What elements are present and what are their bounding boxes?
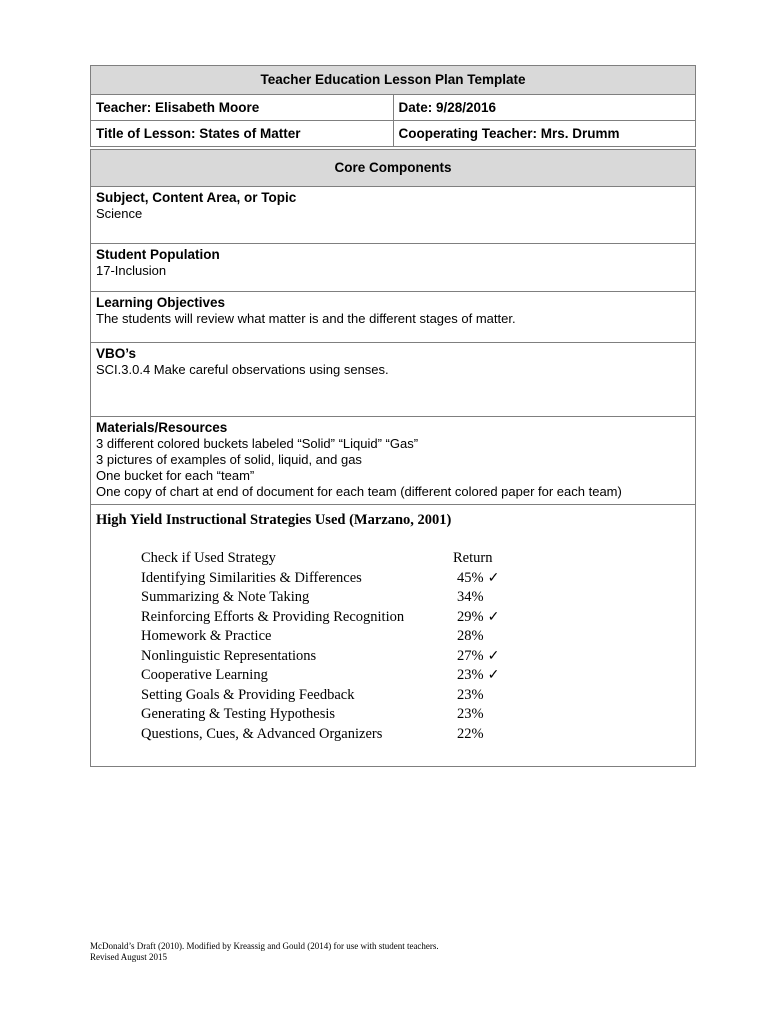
strategy-row [141, 666, 690, 686]
strategy-return: 23% [457, 686, 484, 703]
check-mark-icon: ✓ [487, 570, 500, 586]
vbo-section [91, 343, 696, 417]
section-text: Science [96, 206, 143, 221]
section-label: Subject, Content Area, or Topic [96, 190, 297, 205]
strategies-section [91, 505, 696, 767]
strategy-row [141, 569, 690, 589]
strategy-return: 34% [457, 589, 484, 605]
strategies-list [141, 549, 690, 744]
strategy-row [141, 647, 690, 667]
strategies-title: High Yield Instructional Strategies Used (Marzano, 2001) [96, 512, 452, 528]
section-text: One copy of chart at end of document for each team (different colored paper for each team) [96, 484, 622, 499]
strategy-name: Homework & Practice [141, 628, 272, 644]
check-mark-icon: ✓ [487, 609, 500, 625]
strategy-return: 27% [457, 647, 484, 664]
page-footer [90, 941, 439, 963]
strategy-return: 23% [457, 706, 484, 722]
strategy-row [141, 686, 690, 706]
section-text: SCI.3.0.4 Make careful observations using senses. [96, 362, 389, 377]
strategy-row [141, 588, 690, 608]
section-text: 3 pictures of examples of solid, liquid, and gas [96, 452, 362, 467]
teacher-cell: Teacher: Elisabeth Moore [91, 95, 394, 121]
strategy-return: 45% [457, 569, 484, 586]
section-label: Student Population [96, 247, 220, 262]
strategy-name: Summarizing & Note Taking [141, 589, 310, 605]
section-label: Learning Objectives [96, 295, 226, 310]
strategy-name: Identifying Similarities & Differences [141, 569, 362, 586]
strategy-name: Generating & Testing Hypothesis [141, 706, 336, 722]
footer-revision: Revised August 2015 [90, 952, 168, 962]
strategy-name: Cooperative Learning [141, 667, 268, 683]
strategy-name: Reinforcing Efforts & Providing Recognition [141, 608, 405, 625]
section-label: VBO’s [96, 346, 137, 361]
section-text: 3 different colored buckets labeled “Solid” “Liquid” “Gas” [96, 436, 419, 451]
section-text: The students will review what matter is and the different stages of matter. [96, 311, 516, 326]
learning-objectives-section [91, 292, 696, 343]
strategy-column-header: Check if Used Strategy [141, 550, 276, 566]
strategies-header-row [141, 549, 690, 569]
check-mark-icon: ✓ [487, 668, 500, 683]
strategy-name: Nonlinguistic Representations [141, 647, 317, 664]
strategy-return: 28% [457, 628, 484, 644]
section-text: One bucket for each “team” [96, 468, 255, 483]
return-column-header: Return [453, 550, 493, 566]
date-cell: Date: 9/28/2016 [393, 95, 696, 121]
strategy-return: 29% [457, 608, 484, 625]
strategy-row [141, 725, 690, 745]
strategy-name: Setting Goals & Providing Feedback [141, 686, 355, 703]
subject-section [91, 187, 696, 244]
strategy-row [141, 705, 690, 725]
strategy-row [141, 608, 690, 628]
footer-citation: McDonald’s Draft (2010). Modified by Kreassig and Gould (2014) for use with student teachers. [90, 941, 439, 951]
section-text: 17-Inclusion [96, 263, 167, 278]
section-label: Materials/Resources [96, 420, 228, 435]
core-components-heading: Core Components [91, 150, 696, 187]
materials-section [91, 417, 696, 505]
strategy-return: 23% [457, 667, 484, 683]
lesson-header-table [90, 65, 696, 147]
core-components-table [90, 149, 696, 767]
student-population-section [91, 244, 696, 292]
strategy-return: 22% [457, 725, 484, 742]
document-title: Teacher Education Lesson Plan Template [91, 66, 696, 95]
check-mark-icon: ✓ [487, 648, 500, 664]
strategy-name: Questions, Cues, & Advanced Organizers [141, 725, 383, 742]
strategy-row [141, 627, 690, 647]
cooperating-teacher-cell: Cooperating Teacher: Mrs. Drumm [393, 121, 696, 147]
lesson-title-cell: Title of Lesson: States of Matter [91, 121, 394, 147]
